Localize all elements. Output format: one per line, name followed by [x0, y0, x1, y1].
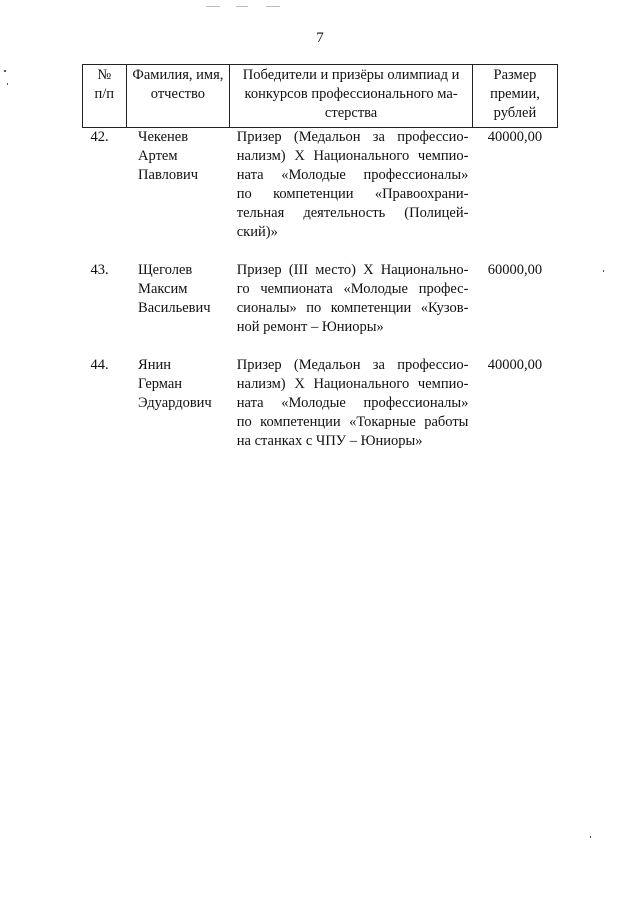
header-description: Победители и призёры олимпиад и конкурсов профессионального ма- стерства	[230, 65, 473, 128]
row-number: 43.	[90, 262, 109, 278]
scan-artifact	[266, 6, 280, 7]
header-amount: Размер премии, рублей	[472, 65, 557, 128]
scan-artifact	[206, 6, 220, 7]
scan-artifact	[7, 83, 8, 85]
row-description: Призер (III место) X Национально- го чемпионата «Молодые профес- сионалы» по компетенции «Кузов- ной ремонт – Юниоры»	[236, 262, 469, 335]
scan-artifact	[236, 6, 248, 7]
row-number: 44.	[90, 357, 109, 373]
row-amount: 40000,00	[487, 129, 543, 145]
row-description: Призер (Медальон за профессио- нализм) X Национального чемпио- ната «Молодые профессионалы» по компетенции «Правоохрани- тельная деятельность (Полицей- ский)»	[236, 129, 469, 240]
header-number: № п/п	[83, 65, 127, 128]
awards-table	[82, 64, 558, 470]
row-full-name: Щеголев Максим Васильевич	[138, 262, 211, 316]
row-amount: 60000,00	[487, 262, 543, 278]
table-row	[83, 356, 558, 470]
table-header-row	[83, 65, 558, 128]
row-amount: 40000,00	[487, 357, 543, 373]
header-full-name: Фамилия, имя, отчество	[126, 65, 230, 128]
table-row	[83, 128, 558, 262]
row-full-name: Чекенев Артем Павлович	[138, 129, 198, 183]
row-description: Призер (Медальон за профессио- нализм) X Национального чемпио- ната «Молодые профессионалы» по компетенции «Токарные работы на станках с ЧПУ – Юниоры»	[236, 357, 469, 449]
scan-artifact	[4, 70, 6, 72]
row-full-name: Янин Герман Эдуардович	[138, 357, 212, 411]
table-row	[83, 261, 558, 356]
page-number: 7	[316, 30, 324, 46]
scan-artifact	[603, 270, 604, 272]
scan-artifact	[590, 836, 591, 838]
row-number: 42.	[90, 129, 109, 145]
